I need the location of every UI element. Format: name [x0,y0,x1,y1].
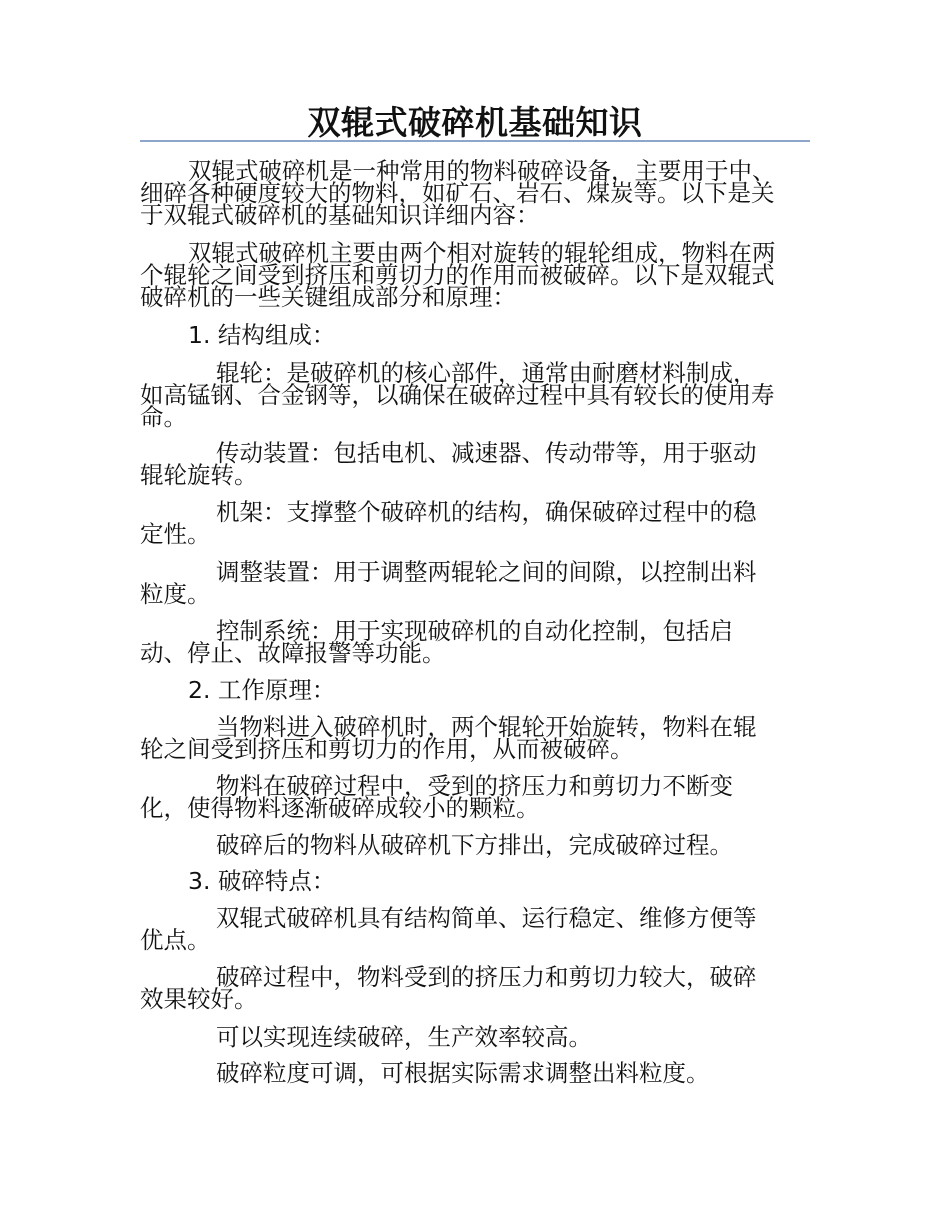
paragraph-line: 个辊轮之间受到挤压和剪切力的作用而被破碎。以下是双辊式 [140,261,775,289]
paragraph [140,867,812,895]
paragraph [140,439,812,489]
paragraph [140,359,812,431]
paragraph-line: 1. 结构组成： [188,321,336,349]
paragraph [140,498,812,548]
paragraph [140,157,812,229]
paragraph-line: 命。 [140,403,187,431]
paragraph-line: 双辊式破碎机具有结构简单、运行稳定、维修方便等 [216,904,757,932]
paragraph [140,831,812,859]
paragraph-line: 破碎过程中，物料受到的挤压力和剪切力较大，破碎 [216,963,757,991]
paragraph [140,963,812,1013]
paragraph [140,904,812,954]
paragraph-line: 优点。 [140,926,211,954]
paragraph-line: 辊轮旋转。 [140,461,258,489]
paragraph-line: 辊轮：是破碎机的核心部件，通常由耐磨材料制成， [216,359,757,387]
paragraph [140,558,812,608]
document-title: 双辊式破碎机基础知识 [307,103,643,142]
paragraph-line: 定性。 [140,520,211,548]
paragraph [140,321,812,349]
paragraph-line: 2. 工作原理： [188,676,336,704]
paragraph-line: 效果较好。 [140,985,258,1013]
paragraph-line: 细碎各种硬度较大的物料，如矿石、岩石、煤炭等。以下是关 [140,179,775,207]
paragraph [140,617,812,667]
paragraph-line: 3. 破碎特点： [188,867,336,895]
paragraph-line: 粒度。 [140,580,211,608]
paragraph-line: 破碎后的物料从破碎机下方排出，完成破碎过程。 [216,831,733,859]
paragraph-line: 可以实现连续破碎，生产效率较高。 [216,1023,592,1051]
title-underline [140,140,810,142]
paragraph [140,772,812,822]
paragraph-line: 于双辊式破碎机的基础知识详细内容： [140,201,540,229]
paragraph-line: 双辊式破碎机主要由两个相对旋转的辊轮组成，物料在两 [188,239,776,267]
paragraph-line: 化，使得物料逐渐破碎成较小的颗粒。 [140,794,540,822]
paragraph [140,239,812,311]
paragraph [140,1059,812,1087]
paragraph-line: 机架：支撑整个破碎机的结构，确保破碎过程中的稳 [216,498,757,526]
paragraph-line: 传动装置：包括电机、减速器、传动带等，用于驱动 [216,439,757,467]
paragraph-line: 破碎机的一些关键组成部分和原理： [140,283,516,311]
paragraph [140,676,812,704]
paragraph-line: 轮之间受到挤压和剪切力的作用，从而被破碎。 [140,735,634,763]
paragraph-line: 动、停止、故障报警等功能。 [140,639,446,667]
paragraph-line: 破碎粒度可调，可根据实际需求调整出料粒度。 [216,1059,710,1087]
paragraph-line: 当物料进入破碎机时，两个辊轮开始旋转，物料在辊 [216,713,757,741]
paragraph-line: 控制系统：用于实现破碎机的自动化控制，包括启 [216,617,733,645]
paragraph [140,713,812,763]
paragraph-line: 调整装置：用于调整两辊轮之间的间隙，以控制出料 [216,558,757,586]
paragraph [140,1023,812,1051]
paragraph-line: 如高锰钢、合金钢等，以确保在破碎过程中具有较长的使用寿 [140,381,775,409]
paragraph-line: 双辊式破碎机是一种常用的物料破碎设备，主要用于中、 [188,157,776,185]
paragraph-line: 物料在破碎过程中，受到的挤压力和剪切力不断变 [216,772,733,800]
